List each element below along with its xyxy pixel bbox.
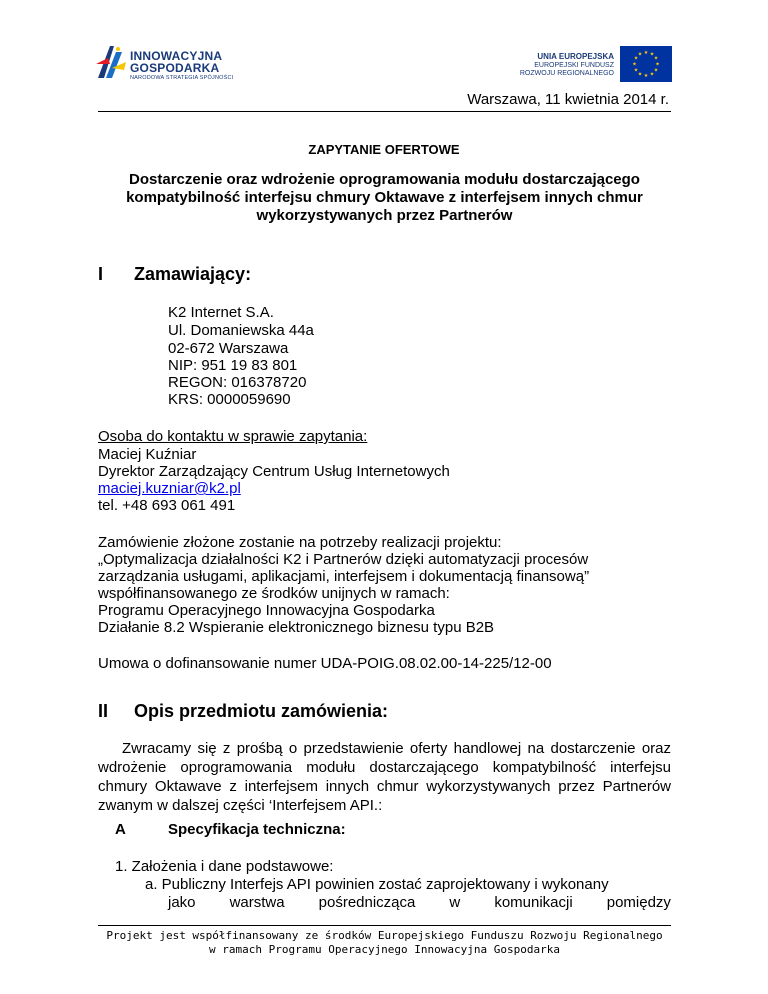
word: komunikacji — [494, 894, 573, 911]
project-line: Zamówienie złożone zostanie na potrzeby realizacji projektu: — [98, 534, 502, 551]
svg-text:★: ★ — [653, 67, 659, 74]
subject-line: kompatybilność interfejsu chmury Oktawave z interfejsem innych chmur — [126, 189, 643, 206]
contact-name: Maciej Kuźniar — [98, 446, 197, 463]
project-line: Działanie 8.2 Wspieranie elektronicznego biznesu typu B2B — [98, 619, 495, 636]
document-date: Warszawa, 11 kwietnia 2014 r. — [467, 91, 669, 108]
address-line: KRS: 0000059690 — [168, 391, 291, 408]
word: w — [449, 894, 461, 911]
ig-logo-line1: INNOWACYJNA — [130, 49, 223, 63]
eu-logo-line1: UNIA EUROPEJSKA — [537, 52, 614, 61]
contact-email-link[interactable]: maciej.kuzniar@k2.pl — [98, 480, 241, 497]
section2-number: II — [98, 701, 109, 721]
list-item-1a-continued — [168, 894, 671, 912]
footer-line2: w ramach Programu Operacyjnego Innowacyjna Gospodarka — [209, 943, 560, 956]
address-line: REGON: 016378720 — [168, 374, 307, 391]
subsection-title: Specyfikacja techniczna: — [168, 821, 346, 838]
word: warstwa — [229, 894, 285, 911]
footer-line1: Projekt jest współfinansowany ze środków Europejskiego Funduszu Rozwoju Regionalnego — [106, 929, 663, 942]
footer-divider — [98, 925, 671, 926]
section2-intro: Zwracamy się z prośbą o przedstawienie oferty handlowej na dostarczenie oraz wdrożenie oprogramowania modułu dostarczającego kompatybilność interfejsu chmury Oktawave z interfejsem innych chmur wykorzystywanych przez Partnerów zwanym w dalszej części ‘Interfejsem API.: — [98, 740, 671, 814]
svg-text:★: ★ — [637, 71, 643, 78]
subject-line: Dostarczenie oraz wdrożenie oprogramowania modułu dostarczającego — [129, 171, 640, 188]
svg-text:★: ★ — [633, 67, 639, 74]
address-line: 02-672 Warszawa — [168, 340, 289, 357]
project-line: „Optymalizacja działalności K2 i Partnerów dzięki automatyzacji procesów — [98, 551, 589, 568]
word: jako — [168, 894, 196, 911]
eu-flag-icon — [620, 46, 672, 82]
contact-role: Dyrektor Zarządzający Centrum Usług Internetowych — [98, 463, 450, 480]
ig-logo-mark-icon — [96, 44, 126, 80]
section1-title: Zamawiający: — [134, 264, 252, 284]
innowacyjna-gospodarka-logo — [96, 44, 236, 84]
document-subject — [98, 171, 671, 225]
ig-logo-line2: GOSPODARKA — [130, 61, 220, 75]
word: pomiędzy — [606, 894, 671, 911]
subsection-letter: A — [115, 821, 126, 838]
contact-phone: tel. +48 693 061 491 — [98, 497, 236, 514]
address-line: NIP: 951 19 83 801 — [168, 357, 298, 374]
agreement-number: Umowa o dofinansowanie numer UDA-POIG.08.02.00-14-225/12-00 — [98, 655, 552, 672]
svg-text:★: ★ — [655, 61, 660, 68]
list-item-1a: a. Publiczny Interfejs API powinien zostać zaprojektowany i wykonany — [145, 876, 609, 893]
svg-text:★: ★ — [643, 73, 649, 79]
word: pośrednicząca — [318, 894, 416, 911]
document-type: ZAPYTANIE OFERTOWE — [308, 142, 460, 157]
section1-number: I — [98, 264, 104, 284]
svg-text:★: ★ — [643, 50, 649, 56]
project-line: współfinansowanego ze środków unijnych w ramach: — [98, 585, 450, 602]
svg-text:★: ★ — [637, 51, 643, 58]
svg-text:★: ★ — [632, 61, 637, 68]
svg-text:★: ★ — [653, 55, 659, 62]
eu-logo — [512, 46, 672, 82]
subject-line: wykorzystywanych przez Partnerów — [256, 207, 513, 224]
list-item-1: 1. Założenia i dane podstawowe: — [115, 858, 334, 875]
section2-title: Opis przedmiotu zamówienia: — [134, 701, 389, 721]
svg-text:★: ★ — [633, 55, 639, 62]
eu-logo-line2: EUROPEJSKI FUNDUSZ — [534, 62, 614, 69]
contact-heading: Osoba do kontaktu w sprawie zapytania: — [98, 428, 368, 445]
svg-text:★: ★ — [649, 71, 655, 78]
project-line: zarządzania usługami, aplikacjami, interfejsem i dokumentacją finansową” — [98, 568, 590, 585]
svg-text:★: ★ — [649, 51, 655, 58]
address-line: K2 Internet S.A. — [168, 304, 274, 321]
project-line: Programu Operacyjnego Innowacyjna Gospodarka — [98, 602, 435, 619]
ig-logo-line3: NARODOWA STRATEGIA SPÓJNOŚCI — [130, 75, 234, 81]
header-divider — [98, 111, 671, 112]
address-line: Ul. Domaniewska 44a — [168, 322, 314, 339]
eu-logo-line3: ROZWOJU REGIONALNEGO — [519, 70, 614, 77]
